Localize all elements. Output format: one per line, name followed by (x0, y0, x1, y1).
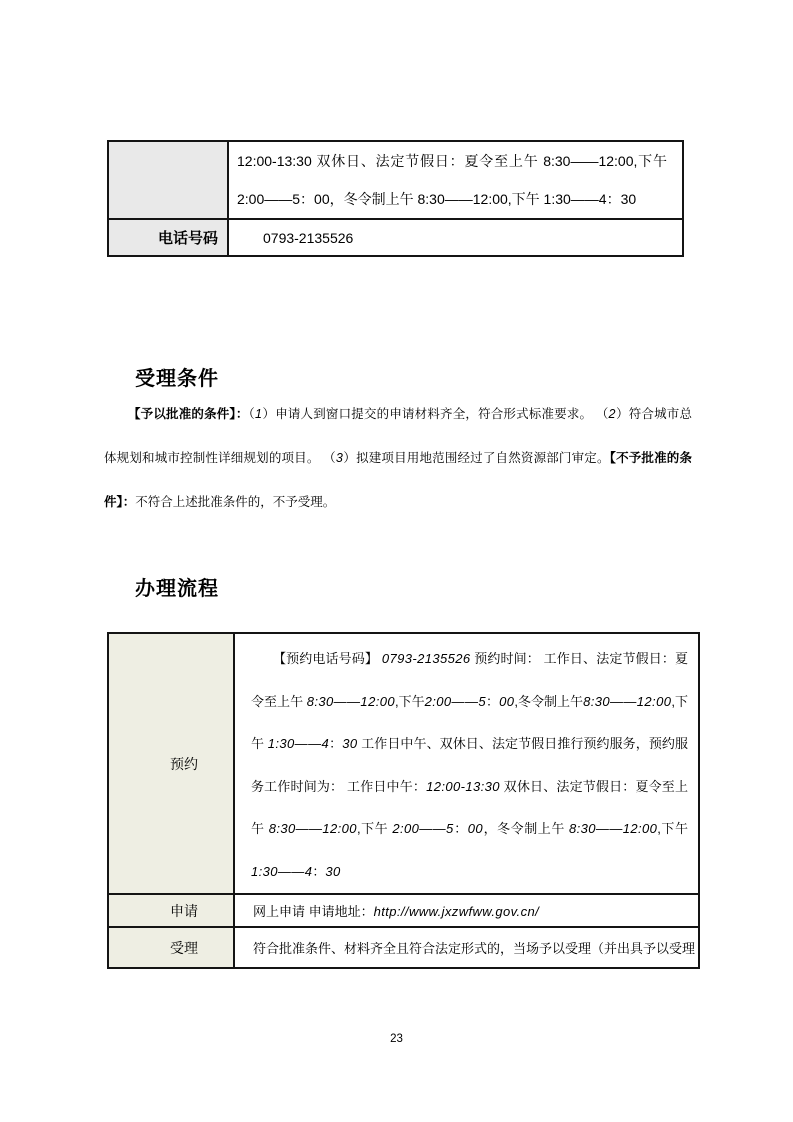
table-cell-label-reservation: 预约 (108, 633, 234, 894)
table-row (108, 141, 683, 219)
table-cell-label-application: 申请 (108, 894, 234, 927)
table-row-acceptance (108, 927, 699, 968)
table-cell-label-acceptance: 受理 (108, 927, 234, 968)
table-cell-phone-number: 0793-2135526 (228, 219, 683, 256)
table-row-reservation (108, 633, 699, 894)
table-cell-application-details: 网上申请 申请地址：http://www.jxzwfww.gov.cn/ (234, 894, 699, 927)
page-number: 23 (390, 1033, 403, 1045)
table-cell-acceptance-details: 符合批准条件、材料齐全且符合法定形式的，当场予以受理（并出具予以受理 (234, 927, 699, 968)
contact-hours-table (107, 140, 684, 257)
table-cell-label-empty (108, 141, 228, 219)
approval-conditions-label: 【予以批准的条件】： (128, 407, 249, 421)
table-cell-reservation-details: 【预约电话号码】 0793-2135526 预约时间： 工作日、法定节假日：夏令至上午 8:30——12:00,下午2:00——5：00,冬令制上午8:30——12:00,下午 1:30——4：30 工作日中午、双休日、法定节假日推行预约服务，预约服务工作时间为： 工作日中午：12:00-13:30 双休日、法定节假日：夏令至上午 8:30——12:00,下午 2:00——5：00，冬令制上午 8:30——12:00,下午 1:30——4：30 (234, 633, 699, 894)
table-cell-label-phone: 电话号码 (108, 219, 228, 256)
process-table (107, 632, 700, 969)
table-row (108, 219, 683, 256)
approval-conditions-body: （1）申请人到窗口提交的申请材料齐全，符合形式标准要求。 （2）符合城市总体规划和城市控制性详细规划的项目。 （3）拟建项目用地范围经过了自然资源部门审定。 (104, 407, 692, 465)
table-row-application (108, 894, 699, 927)
rejection-conditions-body: 不符合上述批准条件的，不予受理。 (135, 495, 336, 509)
acceptance-conditions-text (104, 392, 692, 524)
section-title-process: 办理流程 (135, 578, 219, 600)
table-cell-service-hours: 12:00-13:30 双休日、法定节假日：夏令至上午 8:30——12:00,下午 2:00——5：00，冬令制上午 8:30——12:00,下午 1:30——4：30 (228, 141, 683, 219)
rejection-conditions-label: 【不予批准的条件】： (104, 451, 692, 509)
section-title-acceptance: 受理条件 (135, 368, 219, 390)
